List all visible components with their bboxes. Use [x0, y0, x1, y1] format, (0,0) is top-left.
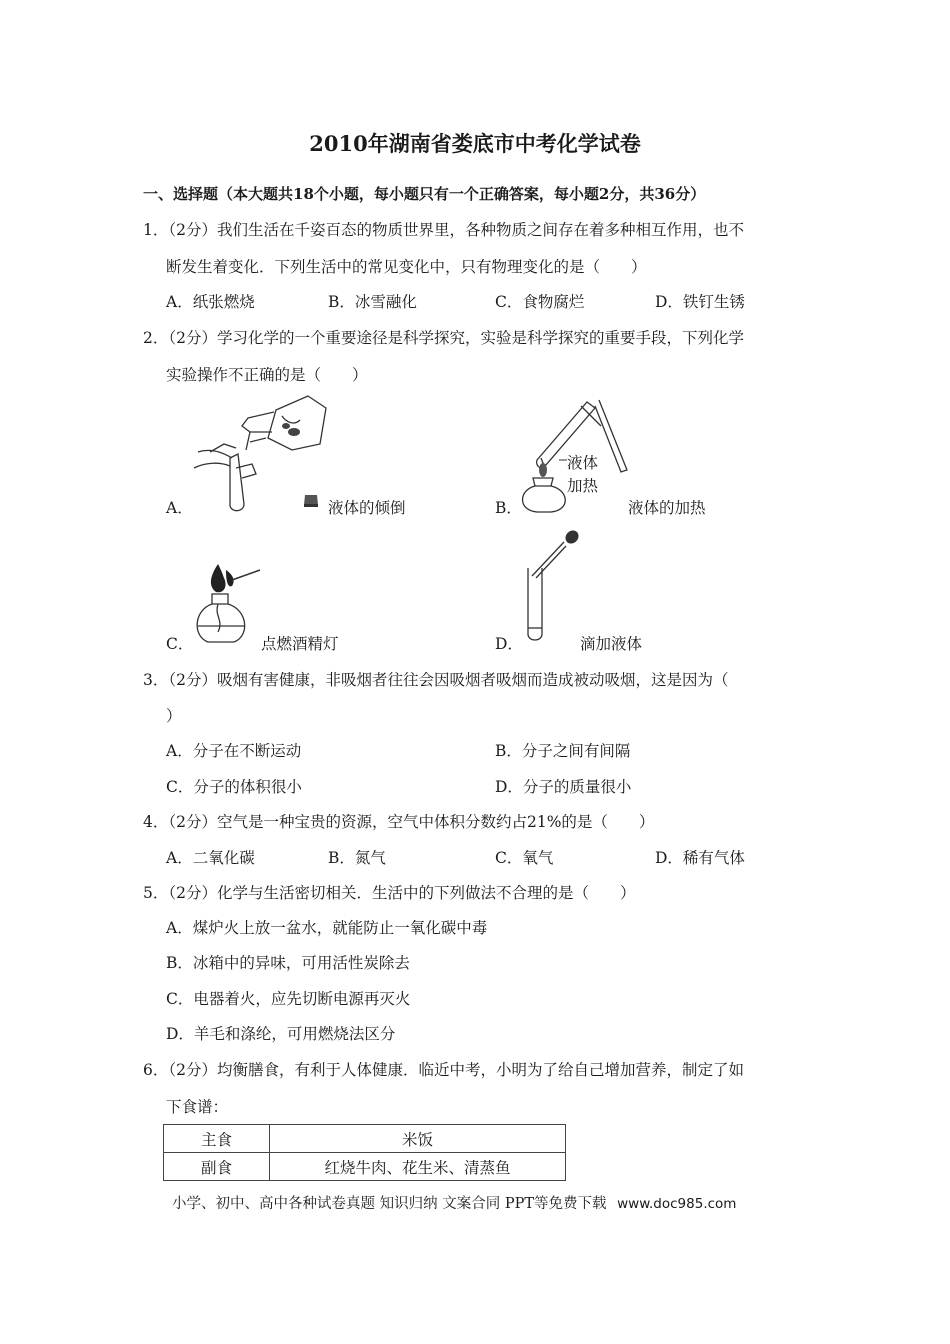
- q5-option-d: D．羊毛和涤纶，可用燃烧法区分: [166, 1025, 396, 1043]
- footer-text: 小学、初中、高中各种试卷真题 知识归纳 文案合同 PPT等免费下载: [172, 1196, 607, 1212]
- q5-option-b: B．冰箱中的异味，可用活性炭除去: [166, 954, 410, 972]
- footer: [172, 1192, 736, 1213]
- q6-line-1: 6．（2分）均衡膳食，有利于人体健康．临近中考，小明为了给自己增加营养，制定了如: [143, 1061, 744, 1079]
- q2-line-2: 实验操作不正确的是（ ）: [166, 366, 368, 384]
- q6-line-2: 下食谱：: [166, 1098, 229, 1116]
- q3-option-c: C．分子的体积很小: [166, 778, 302, 796]
- q2-option-d-label: D．: [495, 635, 523, 653]
- q2-option-a-text: 液体的倾倒: [328, 499, 406, 517]
- q2-option-c-text: 点燃酒精灯: [261, 635, 339, 653]
- table-cell: 副食: [164, 1153, 270, 1181]
- q4-option-d: D．稀有气体: [655, 849, 745, 867]
- table-cell: 米饭: [270, 1125, 566, 1153]
- table-cell: 主食: [164, 1125, 270, 1153]
- q2-option-b-label: B．: [495, 499, 522, 517]
- table-row: [164, 1125, 566, 1153]
- q3-option-a: A．分子在不断运动: [166, 742, 302, 760]
- q5-option-c: C．电器着火，应先切断电源再灭火: [166, 990, 411, 1008]
- figure-label-liquid: 液体: [567, 454, 599, 472]
- q1-option-a: A．纸张燃烧: [166, 293, 255, 311]
- q4-line-1: 4．（2分）空气是一种宝贵的资源，空气中体积分数约占21%的是（ ）: [143, 813, 655, 831]
- q5-option-a: A．煤炉火上放一盆水，就能防止一氧化碳中毒: [166, 919, 488, 937]
- bottle-stopper-icon: [302, 492, 320, 508]
- q1-line-1: 1．（2分）我们生活在千姿百态的物质世界里，各种物质之间存在着多种相互作用，也不: [143, 221, 744, 239]
- alcohol-lamp-figure: [188, 560, 270, 648]
- q4-option-c: C．氧气: [495, 849, 554, 867]
- q4-option-a: A．二氧化碳: [166, 849, 255, 867]
- q2-option-a-label: A．: [166, 499, 193, 517]
- q2-line-1: 2．（2分）学习化学的一个重要途径是科学探究，实验是科学探究的重要手段，下列化学: [143, 329, 744, 347]
- menu-table: [163, 1124, 566, 1181]
- figure-label-heating: 加热: [567, 477, 599, 495]
- table-row: [164, 1153, 566, 1181]
- section-heading: 一、选择题（本大题共18个小题，每小题只有一个正确答案，每小题2分，共36分）: [143, 185, 706, 203]
- q1-option-b: B．冰雪融化: [328, 293, 417, 311]
- q2-option-d-text: 滴加液体: [580, 635, 643, 653]
- q2-option-b-text: 液体的加热: [628, 499, 706, 517]
- q5-line-1: 5．（2分）化学与生活密切相关．生活中的下列做法不合理的是（ ）: [143, 884, 636, 902]
- footer-site-link[interactable]: www.doc985.com: [617, 1196, 737, 1212]
- q2-option-c-label: C．: [166, 635, 194, 653]
- q4-option-b: B．氮气: [328, 849, 386, 867]
- q1-option-c: C．食物腐烂: [495, 293, 585, 311]
- q3-line-1: 3．（2分）吸烟有害健康，非吸烟者往往会因吸烟者吸烟而造成被动吸烟，这是因为（: [143, 671, 729, 689]
- dropper-figure: [520, 528, 586, 646]
- q1-option-d: D．铁钉生锈: [655, 293, 745, 311]
- q3-option-d: D．分子的质量很小: [495, 778, 632, 796]
- table-cell: 红烧牛肉、花生米、清蒸鱼: [270, 1153, 566, 1181]
- q3-option-b: B．分子之间有间隔: [495, 742, 631, 760]
- q3-line-2: ）: [166, 707, 182, 725]
- page-title: 2010年湖南省娄底市中考化学试卷: [309, 131, 641, 156]
- q1-line-2: 断发生着变化．下列生活中的常见变化中，只有物理变化的是（ ）: [166, 258, 647, 276]
